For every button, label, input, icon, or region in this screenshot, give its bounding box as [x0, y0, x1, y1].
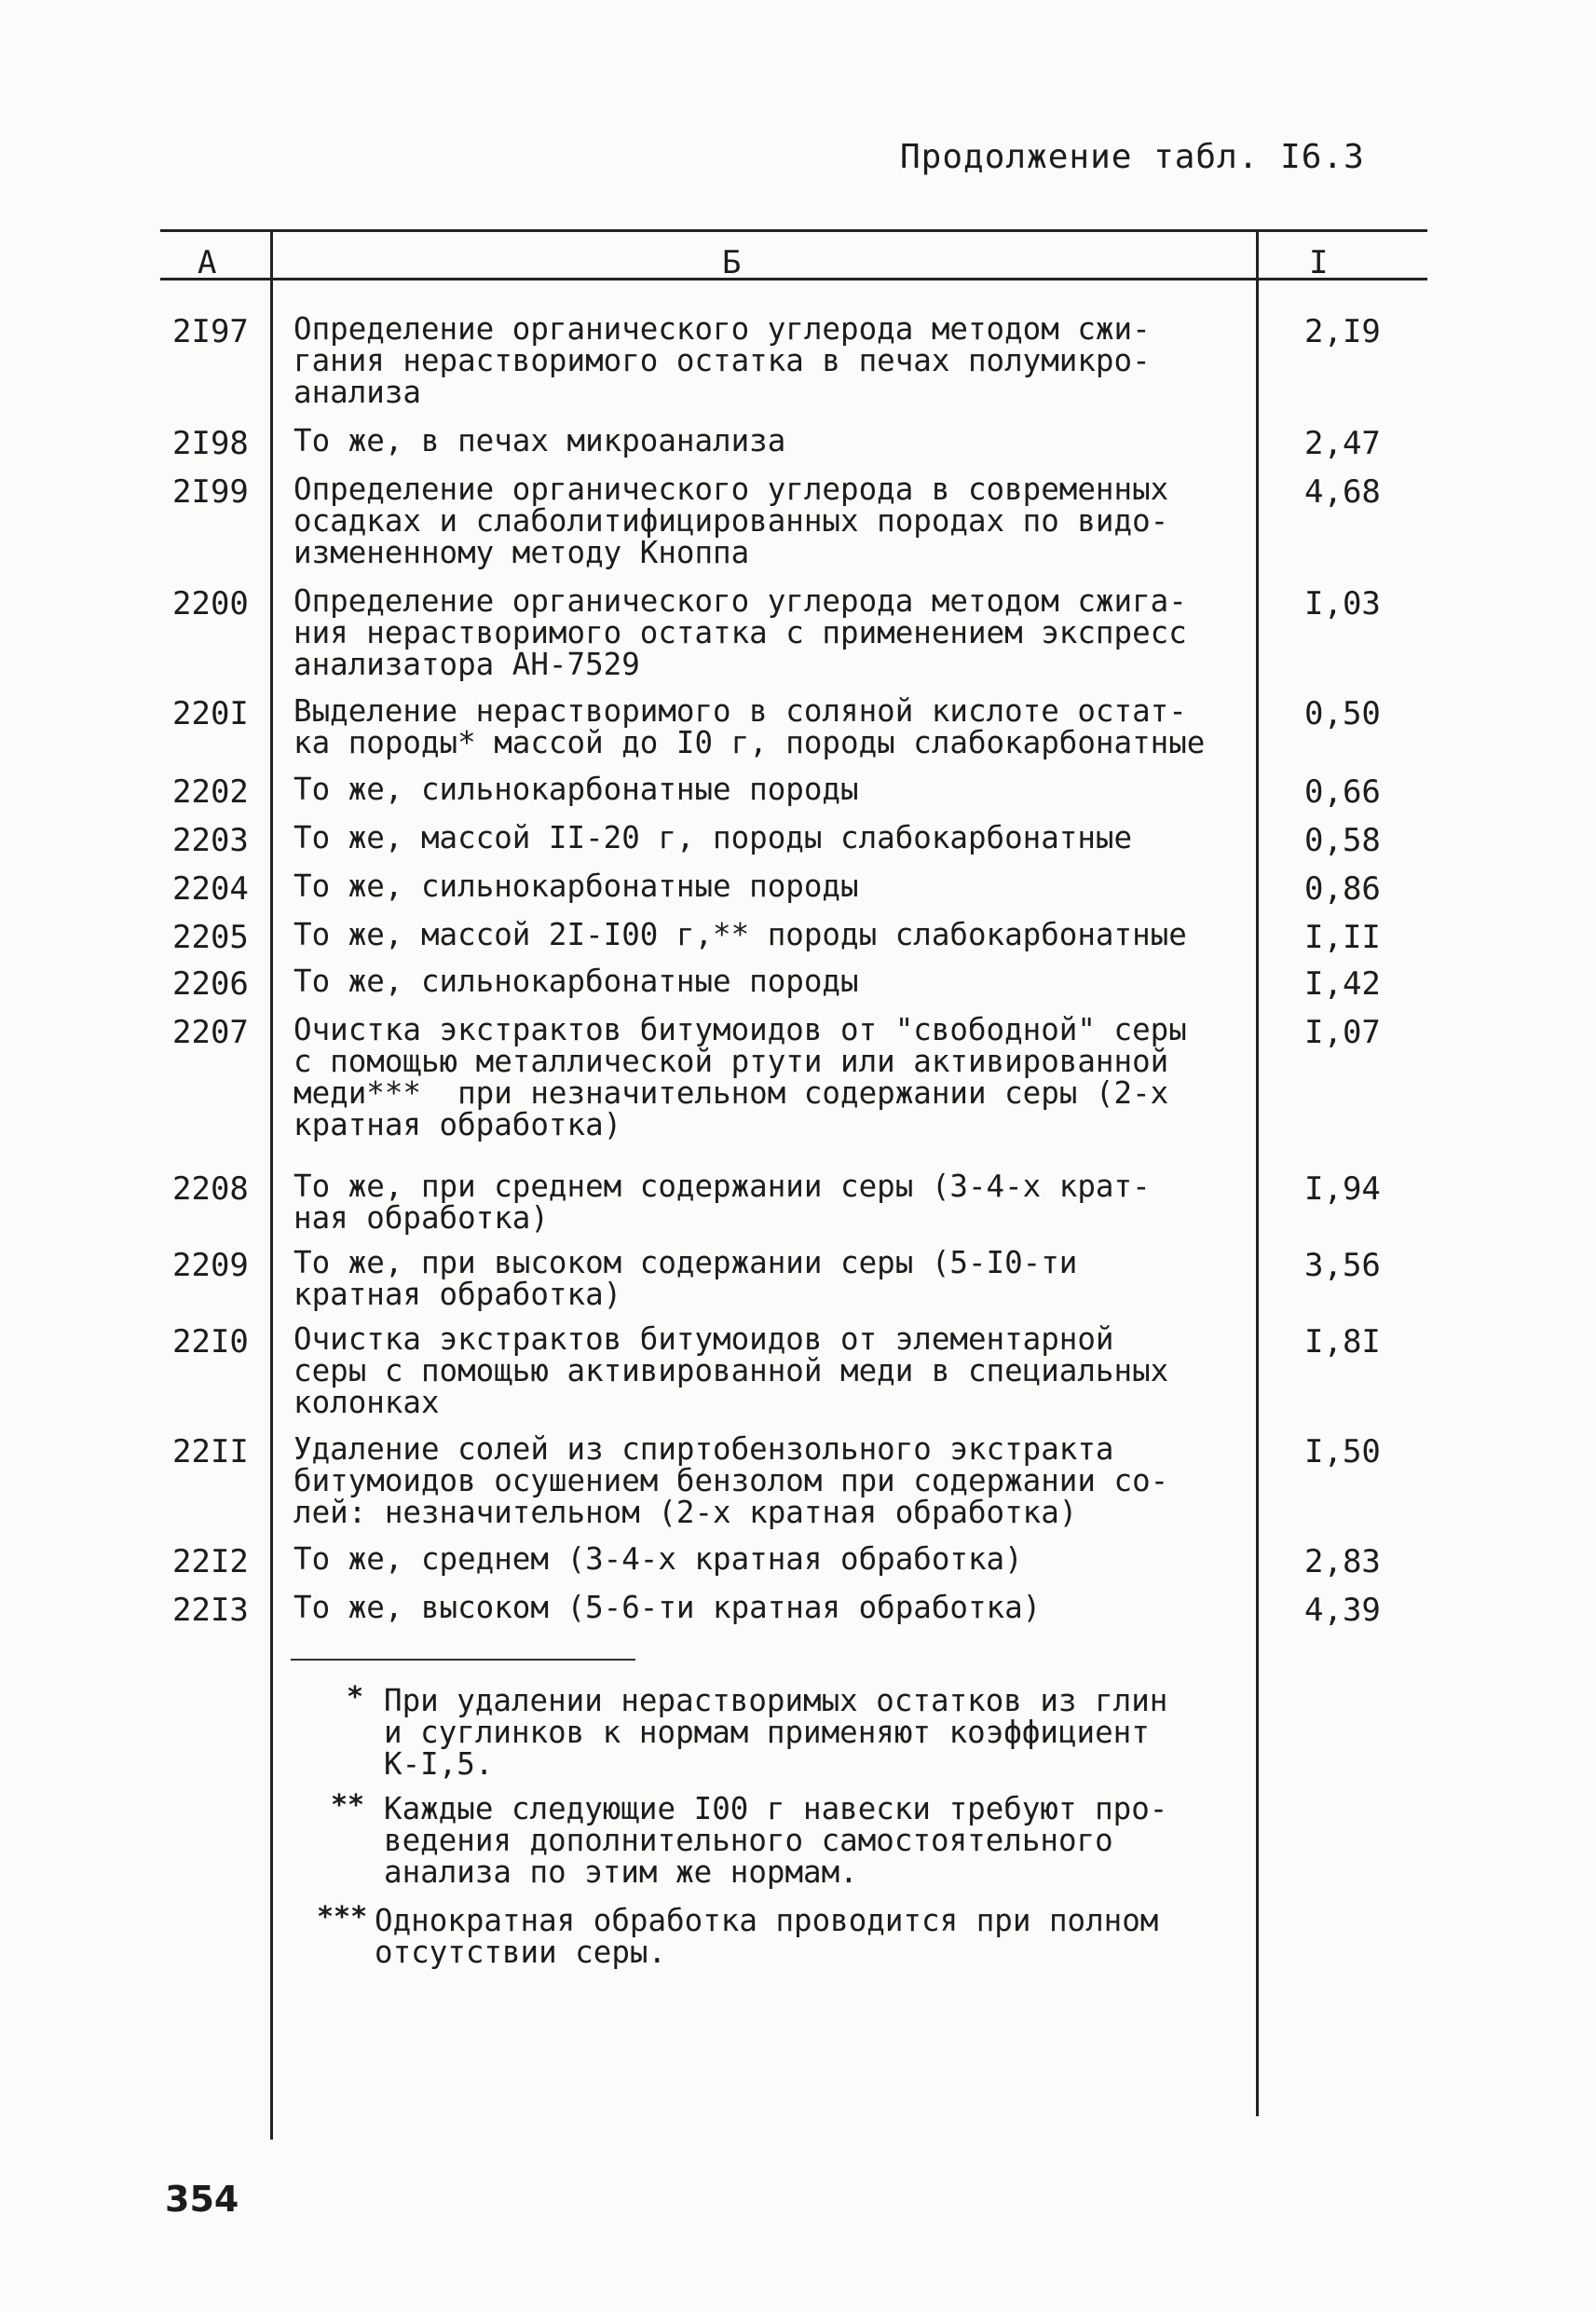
row-number: 2206: [172, 965, 249, 1003]
row-number: 2I97: [172, 313, 249, 350]
row-value: I,42: [1304, 965, 1381, 1003]
row-value: I,II: [1304, 919, 1381, 956]
row-description: Очистка экстрактов битумоидов от элементарной серы с помощью активированной меди в специальных колонках: [293, 1321, 1169, 1420]
row-description: То же, сильнокарбонатные породы: [293, 868, 859, 904]
column-heading-b: Б: [722, 244, 742, 281]
row-number: 2202: [172, 773, 249, 811]
row-description: То же, высоком (5-6-ти кратная обработка): [293, 1590, 1042, 1625]
column-divider-b-c: [1256, 229, 1259, 2116]
table-header-rule: [160, 278, 1427, 280]
row-value: 4,39: [1304, 1592, 1381, 1629]
row-number: 2207: [172, 1014, 249, 1051]
row-description: То же, при высоком содержании серы (5-I0-ти кратная обработка): [293, 1245, 1078, 1312]
row-number: 2203: [172, 822, 249, 859]
row-value: 0,66: [1304, 773, 1381, 811]
row-number: 220I: [172, 695, 249, 732]
row-value: I,50: [1304, 1433, 1381, 1470]
row-number: 22II: [172, 1433, 249, 1470]
row-description: То же, массой II-20 г, породы слабокарбонатные: [293, 820, 1133, 855]
footnote-text: При удалении нерастворимых остатков из глин и суглинков к нормам применяют коэффициент К-I,5.: [384, 1683, 1168, 1782]
table-top-rule: [160, 229, 1427, 232]
row-number: 2200: [172, 585, 249, 622]
row-value: 0,50: [1304, 695, 1381, 732]
row-value: 2,83: [1304, 1543, 1381, 1580]
row-number: 2I98: [172, 425, 249, 462]
row-value: I,8I: [1304, 1323, 1381, 1361]
row-value: 2,47: [1304, 425, 1381, 462]
row-value: 0,58: [1304, 822, 1381, 859]
row-number: 22I2: [172, 1543, 249, 1580]
row-value: I,07: [1304, 1014, 1381, 1051]
column-divider-a-b: [270, 229, 273, 2140]
footnote-separator: [291, 1659, 635, 1661]
row-number: 22I3: [172, 1592, 249, 1629]
column-heading-c: I: [1309, 244, 1329, 281]
row-value: 3,56: [1304, 1247, 1381, 1284]
row-number: 2205: [172, 919, 249, 956]
footnote-mark: ***: [317, 1901, 368, 1934]
row-description: Определение органического углерода методом сжи- гания нерастворимого остатка в печах полумикро- анализа: [293, 311, 1151, 410]
page-number: 354: [165, 2179, 239, 2220]
footnote-text: Однократная обработка проводится при полном отсутствии серы.: [375, 1903, 1159, 1970]
row-number: 2204: [172, 870, 249, 908]
row-number: 2I99: [172, 473, 249, 511]
row-number: 2208: [172, 1170, 249, 1208]
row-description: Выделение нерастворимого в соляной кислоте остат- ка породы* массой до I0 г, породы слабокарбонатные: [293, 693, 1206, 760]
row-value: 4,68: [1304, 473, 1381, 511]
row-value: 2,I9: [1304, 313, 1381, 350]
row-description: Определение органического углерода методом сжига- ния нерастворимого остатка с применением экспресс анализатора АН-7529: [293, 583, 1187, 682]
row-value: 0,86: [1304, 870, 1381, 908]
row-description: То же, сильнокарбонатные породы: [293, 964, 859, 999]
row-description: То же, массой 2I-I00 г,** породы слабокарбонатные: [293, 917, 1187, 952]
table-caption: Продолжение табл. I6.3: [900, 138, 1365, 176]
row-description: То же, сильнокарбонатные породы: [293, 772, 859, 807]
footnote-text: Каждые следующие I00 г навески требуют про- ведения дополнительного самостоятельного анализа по этим же нормам.: [384, 1791, 1168, 1890]
row-number: 2209: [172, 1247, 249, 1284]
row-number: 22I0: [172, 1323, 249, 1361]
row-description: Удаление солей из спиртобензольного экстракта битумоидов осушением бензолом при содержании со- лей: незначительном (2-х кратная обработка): [293, 1431, 1169, 1530]
row-description: Очистка экстрактов битумоидов от "свободной" серы с помощью металлической ртути или активированной меди*** при незначительном содержании серы (2-х кратная обработка): [293, 1012, 1187, 1142]
column-heading-a: А: [198, 244, 217, 281]
row-description: То же, в печах микроанализа: [293, 423, 786, 458]
footnote-mark: **: [331, 1789, 365, 1822]
footnote-mark: *: [347, 1681, 364, 1714]
row-description: То же, среднем (3-4-х кратная обработка): [293, 1541, 1023, 1577]
row-description: То же, при среднем содержании серы (3-4-х крат- ная обработка): [293, 1169, 1151, 1236]
row-value: I,03: [1304, 585, 1381, 622]
row-description: Определение органического углерода в современных осадках и слаболитифицированных породах по видо- измененному методу Кноппа: [293, 472, 1169, 570]
row-value: I,94: [1304, 1170, 1381, 1208]
